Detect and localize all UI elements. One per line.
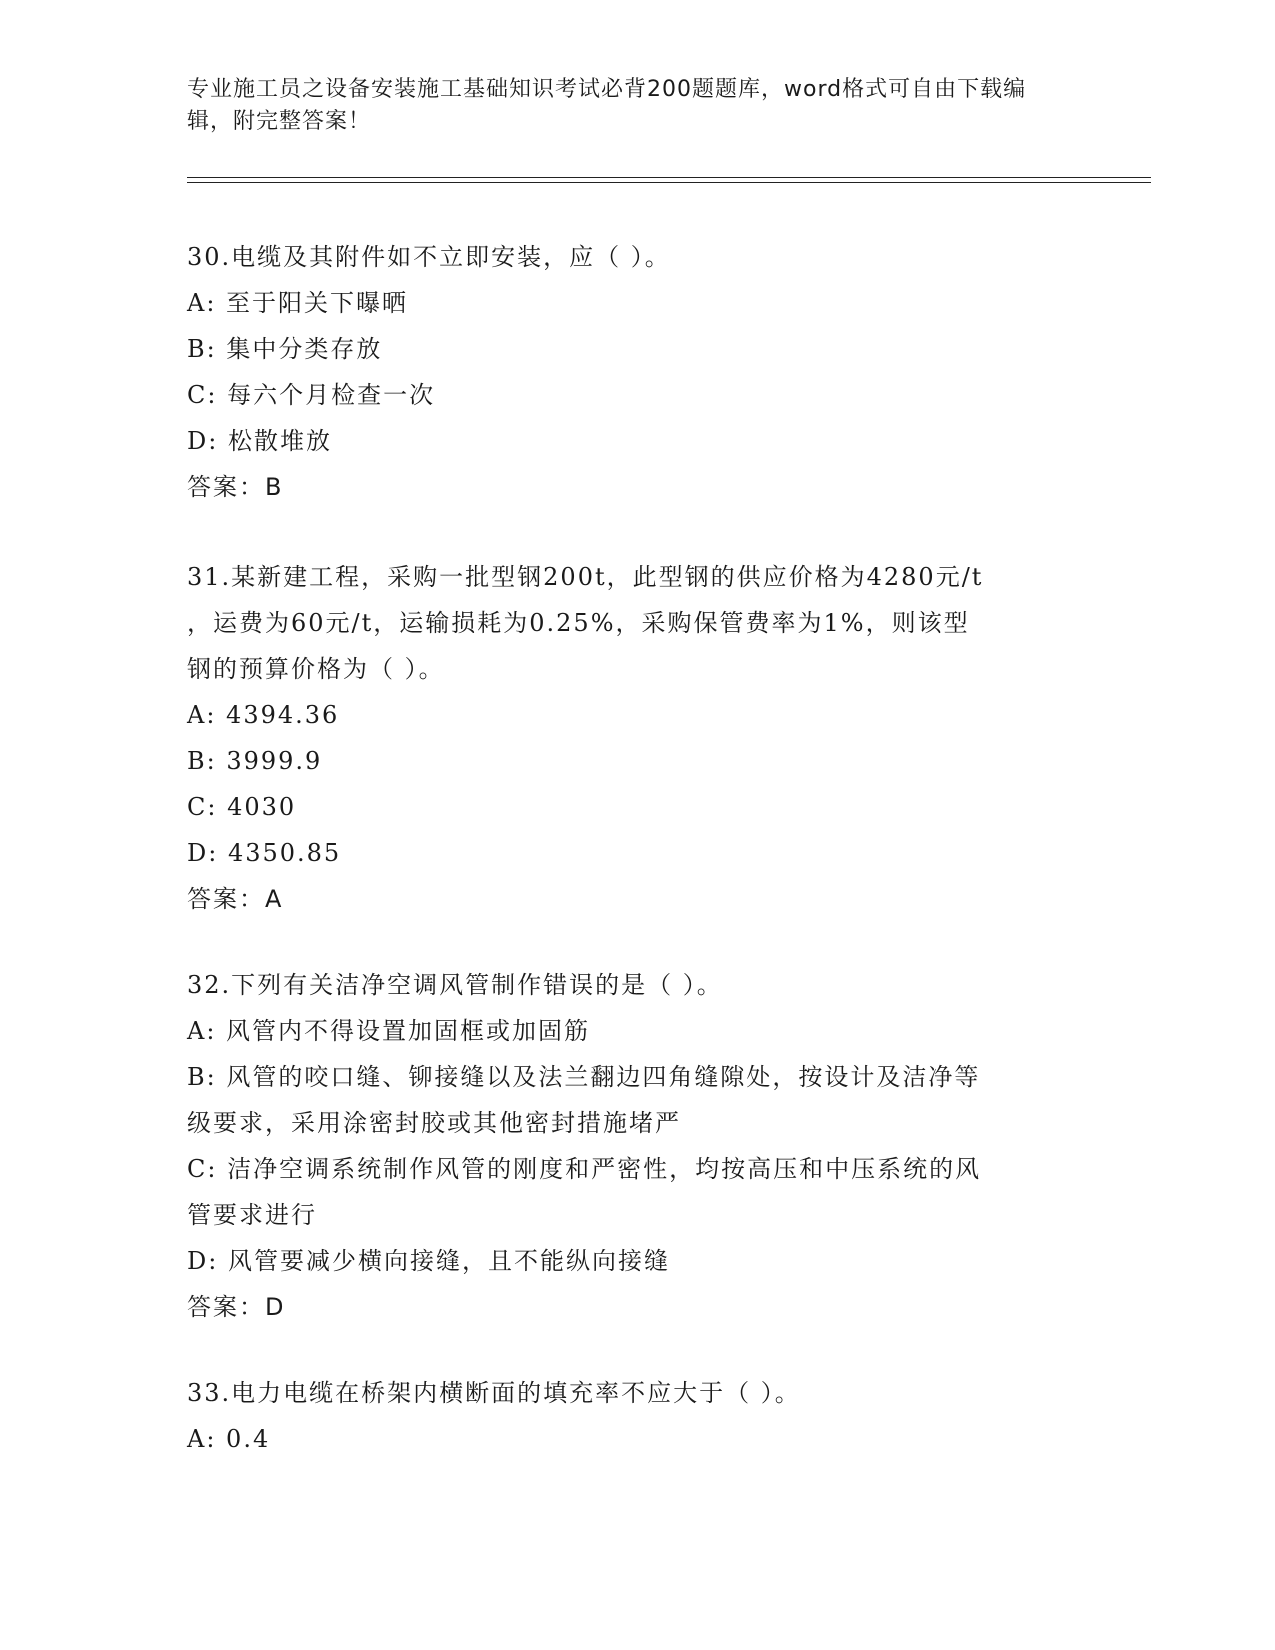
option-a: A: 至于阳关下曝晒 [187, 289, 409, 317]
question-31 [187, 554, 1067, 922]
option-c: C: 每六个月检查一次 [187, 381, 436, 409]
option-b-continued: 级要求，采用涂密封胶或其他密封措施堵严 [187, 1109, 681, 1137]
header-divider-bottom [187, 182, 1151, 183]
question-30 [187, 234, 1067, 510]
question-stem: 33.电力电缆在桥架内横断面的填充率不应大于（ ）。 [187, 1379, 801, 1407]
question-32 [187, 962, 1067, 1330]
option-a: A: 4394.36 [187, 701, 340, 729]
question-stem-continued: ，运费为60元/t，运输损耗为0.25%，采购保管费率为1%，则该型 [187, 609, 970, 637]
option-b: B: 集中分类存放 [187, 335, 383, 363]
answer-line: 答案：B [187, 473, 284, 501]
question-stem: 32.下列有关洁净空调风管制作错误的是（ ）。 [187, 971, 723, 999]
question-stem: 31.某新建工程，采购一批型钢200t，此型钢的供应价格为4280元/t [187, 563, 984, 591]
answer-line: 答案：A [187, 885, 284, 913]
option-c-continued: 管要求进行 [187, 1201, 317, 1229]
option-b: B: 3999.9 [187, 747, 323, 775]
header-divider-top [187, 177, 1151, 178]
document-header: 专业施工员之设备安装施工基础知识考试必背200题题库，word格式可自由下载编辑，附完整答案！ [187, 77, 1027, 134]
question-stem: 30.电缆及其附件如不立即安装，应（ ）。 [187, 243, 671, 271]
option-d: D: 风管要减少横向接缝，且不能纵向接缝 [187, 1247, 670, 1275]
option-c: C: 4030 [187, 793, 297, 821]
question-33 [187, 1370, 1067, 1462]
option-a: A: 0.4 [187, 1425, 271, 1453]
option-d: D: 4350.85 [187, 839, 342, 867]
option-d: D: 松散堆放 [187, 427, 332, 455]
option-c: C: 洁净空调系统制作风管的刚度和严密性，均按高压和中压系统的风 [187, 1155, 982, 1183]
option-b: B: 风管的咬口缝、铆接缝以及法兰翻边四角缝隙处，按设计及洁净等 [187, 1063, 981, 1091]
question-stem-continued: 钢的预算价格为（ ）。 [187, 655, 445, 683]
answer-line: 答案：D [187, 1293, 286, 1321]
option-a: A: 风管内不得设置加固框或加固筋 [187, 1017, 591, 1045]
